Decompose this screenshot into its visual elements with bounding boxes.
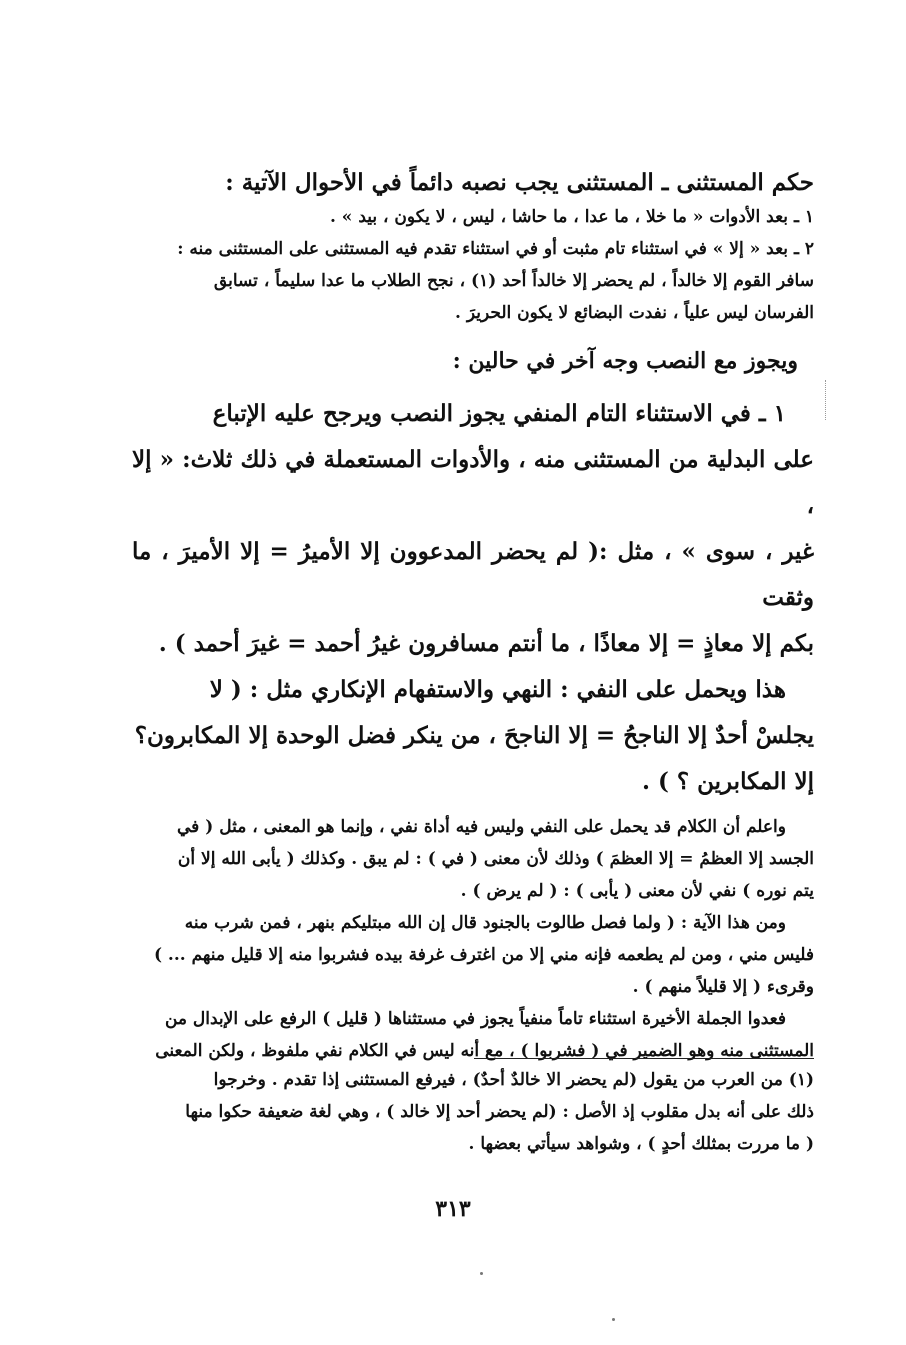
footnote-divider xyxy=(474,1058,814,1059)
case-one-line: على البدلية من المستثنى منه ، والأدوات المستعملة في ذلك ثلاث: « إلا ، xyxy=(132,446,814,519)
page-number: ٣١٣ xyxy=(435,1196,471,1222)
footnote-line: (١) من العرب من يقول (لم يحضر الا خالدٌ أحدٌ) ، فيرفع المستثنى إذا تقدم . وخرجوا xyxy=(213,1070,814,1090)
negation-line: إلا المكابرين ؟ ) . xyxy=(641,768,814,795)
paper-speck xyxy=(480,1272,483,1275)
heading-rest: ـ المستثنى يجب نصبه دائماً في الأحوال الآتية : xyxy=(225,169,677,196)
footnote xyxy=(132,1064,814,1160)
footnote-line: ( ما مررت بمثلك أحدٍ ) ، وشواهد سيأتي بعضها . xyxy=(468,1134,814,1154)
main-text xyxy=(132,165,814,1067)
subheading: ويجوز مع النصب وجه آخر في حالين : xyxy=(452,348,798,374)
negation-line: هذا ويحمل على النفي : النهي والاستفهام الإنكاري مثل : ( لا xyxy=(209,676,786,703)
note-line: المستثنى منه وهو الضمير في ( فشربوا ) ، مع أنه ليس في الكلام نفي ملفوظ ، ولكن المعنى xyxy=(155,1041,814,1061)
heading-lead: حكم المستثنى xyxy=(676,169,814,196)
case-one-line: غير ، سوى » ، مثل :( لم يحضر المدعوون إلا الأميرُ = إلا الأميرَ ، ما وثقت xyxy=(132,538,814,611)
section-heading xyxy=(132,165,814,201)
footnote-line: ذلك على أنه بدل مقلوب إذ الأصل : (لم يحضر أحد إلا خالد ) ، وهي لغة ضعيفة حكوا منها xyxy=(185,1102,814,1122)
note-line: وقرىء ( إلا قليلاً منهم ) . xyxy=(632,977,814,997)
note-line: يتم نوره ) نفي لأن معنى ( يأبى ) : ( لم يرض ) . xyxy=(460,881,814,901)
rule-line: ١ ـ بعد الأدوات « ما خلا ، ما عدا ، ما حاشا ، ليس ، لا يكون ، بيد » . xyxy=(329,207,814,227)
rule-line: الفرسان ليس علياً ، نفدت البضائع لا يكون الحريرَ . xyxy=(455,303,814,323)
case-one-line: ١ ـ في الاستثناء التام المنفي يجوز النصب ويرجح عليه الإتباع xyxy=(212,400,786,427)
note-line: فليس مني ، ومن لم يطعمه فإنه مني إلا من اغترف غرفة بيده فشربوا منه إلا قليل منهم ... ) xyxy=(153,945,814,965)
rule-line: ٢ ـ بعد « إلا » في استثناء تام مثبت أو في استثناء تقدم فيه المستثنى على المستثنى منه : xyxy=(177,239,814,259)
note-line: ومن هذا الآية : ( ولما فصل طالوت بالجنود قال إن الله مبتليكم بنهر ، فمن شرب منه xyxy=(184,913,786,933)
rule-line: سافر القوم إلا خالداً ، لم يحضر إلا خالداً أحد (١) ، نجح الطلاب ما عدا سليماً ، تسابق xyxy=(213,271,814,291)
note-line: فعدوا الجملة الأخيرة استثناء تاماً منفياً يجوز في مستثناها ( قليل ) الرفع على الإبدال من xyxy=(164,1009,786,1029)
note-line: الجسد إلا العظمُ = إلا العظمَ ) وذلك لأن معنى ( في ) : لم يبق . وكذلك ( يأبى الله إلا أن xyxy=(177,849,814,869)
margin-mark xyxy=(825,380,826,420)
paper-speck xyxy=(612,1318,615,1321)
negation-line: يجلسْ أحدٌ إلا الناجحُ = إلا الناجحَ ، من ينكر فضل الوحدة إلا المكابرون؟ xyxy=(134,722,814,749)
case-one-line: بكم إلا معاذٍ = إلا معاذًا ، ما أنتم مسافرون غيرُ أحمد = غيرَ أحمد ) . xyxy=(158,630,814,657)
note-line: واعلم أن الكلام قد يحمل على النفي وليس فيه أداة نفي ، وإنما هو المعنى ، مثل ( في xyxy=(177,817,786,837)
